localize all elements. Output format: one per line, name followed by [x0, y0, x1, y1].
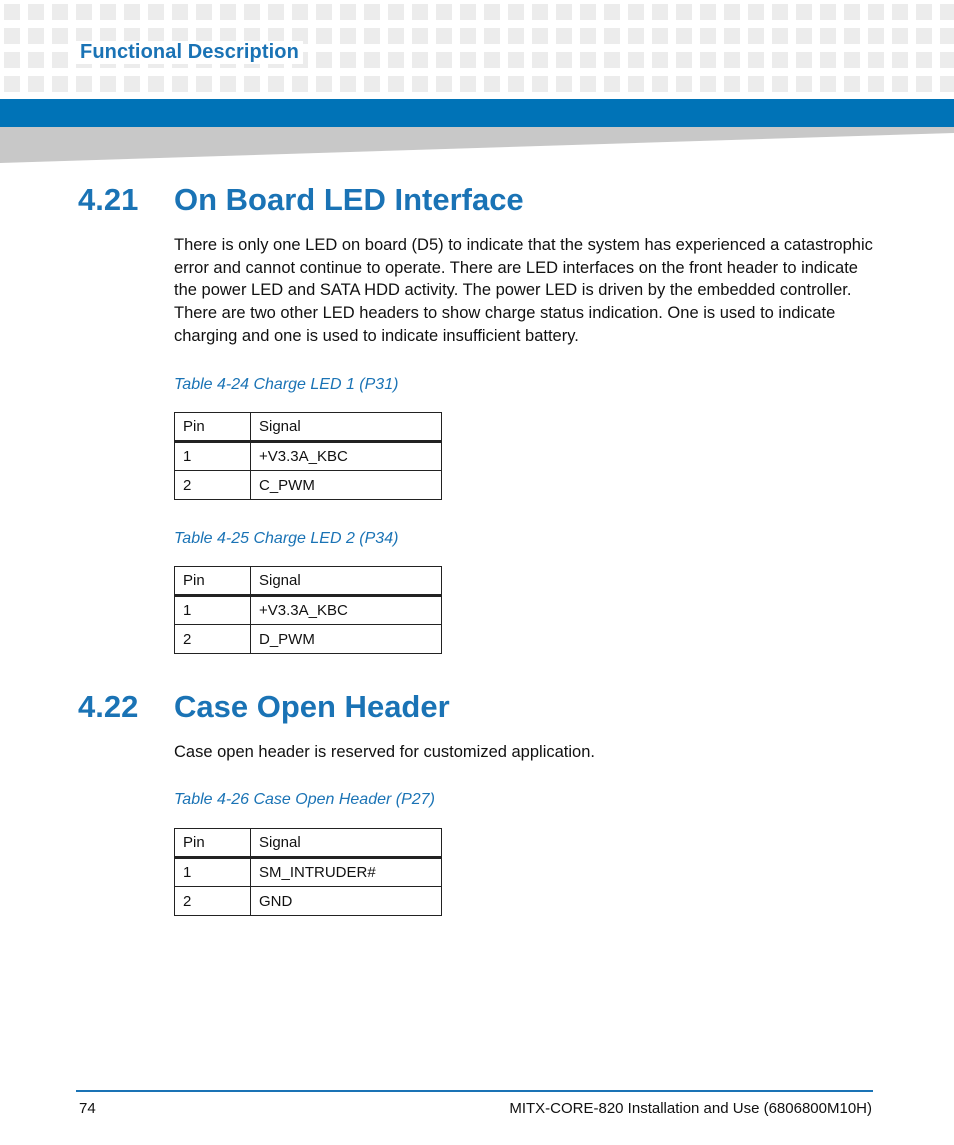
decorative-square	[364, 28, 380, 44]
decorative-square	[772, 52, 788, 68]
decorative-square	[772, 4, 788, 20]
table-row	[175, 442, 442, 471]
decorative-square	[628, 52, 644, 68]
decorative-square	[724, 28, 740, 44]
section-title: On Board LED Interface	[174, 182, 524, 217]
decorative-square	[628, 76, 644, 92]
decorative-square	[340, 52, 356, 68]
cell-pin: 2	[175, 625, 251, 654]
cell-pin: 1	[175, 596, 251, 625]
column-header-signal: Signal	[251, 829, 442, 858]
decorative-square	[556, 28, 572, 44]
decorative-square	[724, 4, 740, 20]
decorative-square	[916, 52, 932, 68]
decorative-square	[316, 52, 332, 68]
decorative-square	[676, 28, 692, 44]
table-row	[175, 596, 442, 625]
cell-pin: 2	[175, 887, 251, 916]
decorative-square	[340, 4, 356, 20]
decorative-square	[820, 4, 836, 20]
decorative-square	[892, 76, 908, 92]
decorative-square	[148, 76, 164, 92]
decorative-square	[76, 4, 92, 20]
cell-signal: SM_INTRUDER#	[251, 858, 442, 887]
decorative-square	[532, 4, 548, 20]
decorative-square	[940, 4, 954, 20]
decorative-square	[652, 4, 668, 20]
decorative-square	[28, 52, 44, 68]
decorative-square	[796, 76, 812, 92]
decorative-square	[892, 52, 908, 68]
section-heading-4-21	[78, 182, 524, 218]
decorative-square	[844, 52, 860, 68]
page-number: 74	[79, 1100, 96, 1117]
decorative-square	[604, 52, 620, 68]
decorative-square	[292, 4, 308, 20]
decorative-square	[676, 52, 692, 68]
decorative-square	[796, 4, 812, 20]
decorative-square	[892, 28, 908, 44]
decorative-square	[748, 52, 764, 68]
footer-rule	[76, 1090, 873, 1092]
decorative-square	[868, 28, 884, 44]
decorative-square	[436, 4, 452, 20]
decorative-square	[364, 76, 380, 92]
decorative-square	[652, 52, 668, 68]
decorative-square	[940, 52, 954, 68]
decorative-square	[652, 76, 668, 92]
decorative-square	[868, 76, 884, 92]
decorative-square	[484, 76, 500, 92]
decorative-square	[508, 28, 524, 44]
decorative-square	[436, 52, 452, 68]
decorative-square	[244, 4, 260, 20]
decorative-square	[556, 76, 572, 92]
decorative-square	[748, 28, 764, 44]
decorative-square	[532, 52, 548, 68]
decorative-square	[604, 76, 620, 92]
decorative-square	[820, 52, 836, 68]
decorative-square	[724, 52, 740, 68]
decorative-square	[292, 76, 308, 92]
decorative-square	[268, 76, 284, 92]
decorative-square	[484, 52, 500, 68]
decorative-square	[604, 4, 620, 20]
decorative-square	[220, 4, 236, 20]
table-caption: Table 4-24 Charge LED 1 (P31)	[174, 376, 399, 393]
decorative-square	[940, 76, 954, 92]
decorative-square	[244, 76, 260, 92]
decorative-square	[4, 52, 20, 68]
decorative-square	[100, 76, 116, 92]
cell-pin: 2	[175, 471, 251, 500]
column-header-pin: Pin	[175, 413, 251, 442]
decorative-square	[820, 28, 836, 44]
decorative-square	[220, 76, 236, 92]
decorative-square	[460, 52, 476, 68]
decorative-square	[388, 28, 404, 44]
decorative-square	[196, 4, 212, 20]
section-heading-4-22	[78, 689, 450, 725]
decorative-square	[580, 28, 596, 44]
decorative-square	[580, 52, 596, 68]
decorative-square	[316, 28, 332, 44]
pin-table-charge-led-2	[174, 566, 442, 654]
decorative-square	[868, 4, 884, 20]
decorative-square	[412, 52, 428, 68]
header-blue-bar	[0, 99, 954, 127]
decorative-square	[412, 76, 428, 92]
section-paragraph: Case open header is reserved for customized application.	[174, 743, 595, 761]
decorative-square	[172, 76, 188, 92]
decorative-square	[748, 76, 764, 92]
decorative-square	[316, 4, 332, 20]
decorative-square	[772, 28, 788, 44]
decorative-square	[556, 52, 572, 68]
decorative-square	[796, 52, 812, 68]
decorative-square	[700, 52, 716, 68]
decorative-square	[820, 76, 836, 92]
decorative-square	[52, 76, 68, 92]
decorative-square	[844, 76, 860, 92]
table-row	[175, 887, 442, 916]
decorative-square	[844, 28, 860, 44]
table-row	[175, 471, 442, 500]
column-header-signal: Signal	[251, 567, 442, 596]
decorative-square	[52, 52, 68, 68]
decorative-square	[4, 28, 20, 44]
decorative-square	[340, 76, 356, 92]
decorative-square	[148, 4, 164, 20]
decorative-square	[364, 4, 380, 20]
pin-table-charge-led-1	[174, 412, 442, 500]
decorative-square	[604, 28, 620, 44]
decorative-square	[124, 4, 140, 20]
decorative-square	[4, 76, 20, 92]
decorative-square-row	[4, 76, 954, 92]
decorative-square	[436, 28, 452, 44]
decorative-square	[652, 28, 668, 44]
decorative-square	[628, 28, 644, 44]
table-header-row	[175, 567, 442, 596]
cell-signal: GND	[251, 887, 442, 916]
decorative-square	[844, 4, 860, 20]
decorative-square	[28, 76, 44, 92]
decorative-square	[940, 28, 954, 44]
decorative-square-row	[4, 4, 954, 20]
decorative-square	[460, 76, 476, 92]
decorative-square	[100, 4, 116, 20]
decorative-square	[28, 4, 44, 20]
decorative-square	[916, 4, 932, 20]
decorative-square	[532, 28, 548, 44]
decorative-square	[268, 4, 284, 20]
decorative-square	[676, 76, 692, 92]
cell-signal: +V3.3A_KBC	[251, 596, 442, 625]
decorative-square	[508, 76, 524, 92]
table-header-row	[175, 413, 442, 442]
decorative-square	[124, 76, 140, 92]
decorative-square	[484, 28, 500, 44]
decorative-square	[484, 4, 500, 20]
decorative-square	[892, 4, 908, 20]
decorative-square	[460, 4, 476, 20]
cell-pin: 1	[175, 442, 251, 471]
decorative-square	[532, 76, 548, 92]
decorative-square	[4, 4, 20, 20]
decorative-square	[868, 52, 884, 68]
cell-signal: D_PWM	[251, 625, 442, 654]
column-header-signal: Signal	[251, 413, 442, 442]
cell-signal: C_PWM	[251, 471, 442, 500]
decorative-square	[460, 28, 476, 44]
section-number: 4.21	[78, 182, 139, 217]
decorative-square	[628, 4, 644, 20]
decorative-square	[412, 4, 428, 20]
decorative-square	[700, 4, 716, 20]
section-paragraph: There is only one LED on board (D5) to indicate that the system has experienced a catastrophic error and cannot continue to operate. There are LED interfaces on the front header to indicate the power LED and SATA HDD activity. The power LED is driven by the embedded controller. There are two other LED headers to show charge status indication. One is used to indicate charging and one is used to indicate insufficient battery.	[174, 236, 873, 345]
decorative-square	[580, 4, 596, 20]
table-row	[175, 858, 442, 887]
decorative-square	[52, 28, 68, 44]
table-caption: Table 4-25 Charge LED 2 (P34)	[174, 530, 399, 547]
decorative-square	[916, 76, 932, 92]
decorative-square	[508, 52, 524, 68]
footer-document-title: MITX-CORE-820 Installation and Use (6806800M10H)	[509, 1100, 872, 1117]
decorative-square	[508, 4, 524, 20]
section-title: Case Open Header	[174, 689, 450, 724]
decorative-square	[580, 76, 596, 92]
column-header-pin: Pin	[175, 567, 251, 596]
decorative-square	[28, 28, 44, 44]
decorative-square	[556, 4, 572, 20]
decorative-square	[772, 76, 788, 92]
pin-table-case-open-header	[174, 828, 442, 916]
section-number: 4.22	[78, 689, 139, 724]
decorative-square	[340, 28, 356, 44]
decorative-square	[316, 76, 332, 92]
column-header-pin: Pin	[175, 829, 251, 858]
cell-signal: +V3.3A_KBC	[251, 442, 442, 471]
decorative-square	[412, 28, 428, 44]
header-grey-wedge	[0, 127, 954, 163]
decorative-square	[436, 76, 452, 92]
decorative-square	[172, 4, 188, 20]
decorative-square	[724, 76, 740, 92]
decorative-square	[388, 52, 404, 68]
decorative-square	[676, 4, 692, 20]
decorative-square	[916, 28, 932, 44]
decorative-square	[388, 4, 404, 20]
decorative-square	[196, 76, 212, 92]
decorative-square	[388, 76, 404, 92]
decorative-square	[700, 76, 716, 92]
cell-pin: 1	[175, 858, 251, 887]
decorative-square	[796, 28, 812, 44]
table-caption: Table 4-26 Case Open Header (P27)	[174, 791, 435, 808]
decorative-square	[748, 4, 764, 20]
decorative-square	[364, 52, 380, 68]
table-header-row	[175, 829, 442, 858]
decorative-square	[700, 28, 716, 44]
running-header-title: Functional Description	[76, 41, 303, 64]
decorative-square	[52, 4, 68, 20]
decorative-square	[76, 76, 92, 92]
table-row	[175, 625, 442, 654]
page-header-band	[0, 0, 954, 100]
